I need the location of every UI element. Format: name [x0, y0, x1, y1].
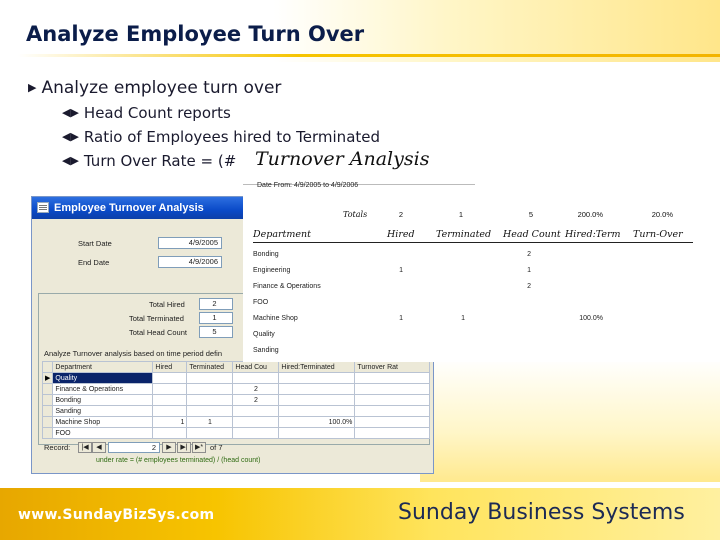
start-date-label: Start Date — [78, 239, 112, 248]
form-title: Employee Turnover Analysis — [54, 202, 204, 214]
grid-cell-dept[interactable]: Finance & Operations — [53, 384, 153, 395]
grid-cell[interactable] — [187, 384, 233, 395]
total-value: 5 — [528, 210, 533, 219]
first-record-button[interactable]: |◀ — [78, 442, 92, 453]
prev-record-button[interactable]: ◀ — [92, 442, 106, 453]
footer-company: Sunday Business Systems — [398, 500, 685, 525]
report-cell: 1 — [461, 315, 465, 322]
bullet-double-arrow-icon: ◀▶ — [62, 154, 79, 167]
total-head-count-label: Total Head Count — [129, 328, 187, 337]
table-row[interactable] — [43, 384, 430, 395]
grid-cell[interactable] — [187, 373, 233, 384]
sub-bullet — [62, 128, 380, 146]
grid-cell[interactable] — [355, 406, 430, 417]
sub-bullet-text: Head Count reports — [83, 104, 231, 122]
grid-cell[interactable] — [355, 428, 430, 439]
grid-cell[interactable] — [355, 384, 430, 395]
record-navigator — [42, 441, 430, 455]
report-row-dept: FOO — [253, 299, 269, 306]
sub-bullet — [62, 104, 231, 122]
grid-cell[interactable]: 100.0% — [279, 417, 355, 428]
grid-cell[interactable]: 2 — [233, 384, 279, 395]
grid-cell-dept[interactable]: FOO — [53, 428, 153, 439]
main-bullet-text: Analyze employee turn over — [41, 78, 282, 98]
gold-shadow — [420, 358, 720, 482]
grid-cell[interactable] — [187, 428, 233, 439]
total-hired-field[interactable]: 2 — [199, 298, 233, 310]
grid-header[interactable]: Hired — [153, 362, 187, 373]
report-header: Department — [253, 229, 311, 240]
table-row[interactable] — [43, 395, 430, 406]
grid-cell-dept[interactable]: Machine Shop — [53, 417, 153, 428]
report-header: Terminated — [436, 229, 492, 240]
row-selector-header — [43, 362, 53, 373]
next-record-button[interactable]: ▶ — [162, 442, 176, 453]
report-row-dept: Sanding — [253, 347, 279, 354]
grid-cell[interactable] — [153, 373, 187, 384]
analysis-description: Analyze Turnover analysis based on time period defin — [44, 349, 223, 358]
report-cell: 1 — [527, 267, 531, 274]
table-row[interactable] — [43, 373, 430, 384]
grid-header[interactable]: Hired:Terminated — [279, 362, 355, 373]
grid-cell[interactable] — [153, 406, 187, 417]
report-header-rule — [253, 242, 693, 243]
row-selector[interactable] — [43, 384, 53, 395]
record-label: Record: — [44, 443, 71, 452]
report-row-dept: Machine Shop — [253, 315, 298, 322]
grid-cell[interactable] — [279, 395, 355, 406]
record-number-field[interactable]: 2 — [108, 442, 160, 453]
end-date-label: End Date — [78, 258, 110, 267]
report-cell: 2 — [527, 251, 531, 258]
sub-bullet-text: Turn Over Rate = (# — [83, 152, 237, 170]
grid-cell[interactable] — [279, 384, 355, 395]
grid-cell[interactable] — [355, 395, 430, 406]
grid-cell-dept[interactable]: Bonding — [53, 395, 153, 406]
grid-cell[interactable] — [153, 395, 187, 406]
new-record-button[interactable]: ▶* — [192, 442, 206, 453]
totals-label: Totals — [343, 210, 368, 219]
grid-cell[interactable] — [187, 395, 233, 406]
footer-url: www.SundayBizSys.com — [18, 507, 215, 523]
sub-bullet-text: Ratio of Employees hired to Terminated — [83, 128, 381, 146]
end-date-field[interactable]: 4/9/2006 — [158, 256, 222, 268]
report-header: Turn-Over — [633, 229, 683, 240]
current-record-icon[interactable]: ▶ — [43, 373, 53, 384]
table-row[interactable] — [43, 417, 430, 428]
report-cell: 2 — [527, 283, 531, 290]
total-hired-label: Total Hired — [149, 300, 185, 309]
total-value: 1 — [458, 210, 463, 219]
title-rule — [18, 54, 720, 57]
report-date-range: Date From: 4/9/2005 to 4/9/2006 — [257, 182, 359, 189]
row-selector[interactable] — [43, 417, 53, 428]
total-terminated-field[interactable]: 1 — [199, 312, 233, 324]
grid-cell[interactable] — [187, 406, 233, 417]
total-head-count-field[interactable]: 5 — [199, 326, 233, 338]
grid-cell[interactable] — [279, 406, 355, 417]
grid-cell[interactable] — [233, 428, 279, 439]
table-row[interactable] — [43, 428, 430, 439]
report-row-dept: Quality — [253, 331, 275, 338]
bullet-arrow-icon: ▶ — [28, 81, 37, 94]
grid-header[interactable]: Turnover Rat — [355, 362, 430, 373]
row-selector[interactable] — [43, 428, 53, 439]
total-terminated-label: Total Terminated — [129, 314, 184, 323]
row-selector[interactable] — [43, 406, 53, 417]
grid-header[interactable]: Department — [53, 362, 153, 373]
grid-header[interactable]: Head Cou — [233, 362, 279, 373]
report-row-dept: Bonding — [253, 251, 279, 258]
report-header: Hired:Term — [565, 229, 621, 240]
grid-cell[interactable] — [153, 428, 187, 439]
start-date-field[interactable]: 4/9/2005 — [158, 237, 222, 249]
last-record-button[interactable]: ▶| — [177, 442, 191, 453]
report-row-dept: Engineering — [253, 267, 291, 274]
record-count: of 7 — [210, 443, 223, 452]
bullet-double-arrow-icon: ◀▶ — [62, 106, 79, 119]
grid-cell[interactable] — [279, 428, 355, 439]
turnover-report — [243, 146, 720, 362]
table-row[interactable] — [43, 406, 430, 417]
report-row-dept: Finance & Operations — [253, 283, 321, 290]
total-value: 20.0% — [651, 210, 673, 219]
grid-cell[interactable] — [233, 417, 279, 428]
report-header: Head Count — [503, 229, 561, 240]
form-icon — [37, 202, 49, 213]
grid-cell[interactable]: 1 — [153, 417, 187, 428]
grid-cell[interactable] — [233, 406, 279, 417]
bullet-double-arrow-icon: ◀▶ — [62, 130, 79, 143]
total-value: 2 — [398, 210, 403, 219]
grid-cell-dept[interactable]: Quality — [53, 373, 153, 384]
grid-cell[interactable] — [355, 373, 430, 384]
grid-cell[interactable]: 2 — [233, 395, 279, 406]
report-cell: 1 — [399, 315, 403, 322]
main-bullet — [28, 78, 281, 98]
grid-header-row — [43, 362, 430, 373]
turnover-formula-note: under rate = (# employees terminated) / (head count) — [96, 457, 261, 464]
grid-cell[interactable] — [233, 373, 279, 384]
grid-cell[interactable] — [279, 373, 355, 384]
report-cell: 1 — [399, 267, 403, 274]
total-value: 200.0% — [577, 210, 603, 219]
grid-cell[interactable] — [153, 384, 187, 395]
report-title: Turnover Analysis — [255, 148, 430, 170]
grid-cell[interactable]: 1 — [187, 417, 233, 428]
row-selector[interactable] — [43, 395, 53, 406]
report-header: Hired — [387, 229, 415, 240]
grid-cell-dept[interactable]: Sanding — [53, 406, 153, 417]
slide-title: Analyze Employee Turn Over — [26, 22, 365, 46]
grid-header[interactable]: Terminated — [187, 362, 233, 373]
report-cell: 100.0% — [579, 315, 603, 322]
turnover-grid — [42, 361, 430, 439]
sub-bullet — [62, 152, 236, 170]
grid-cell[interactable] — [355, 417, 430, 428]
